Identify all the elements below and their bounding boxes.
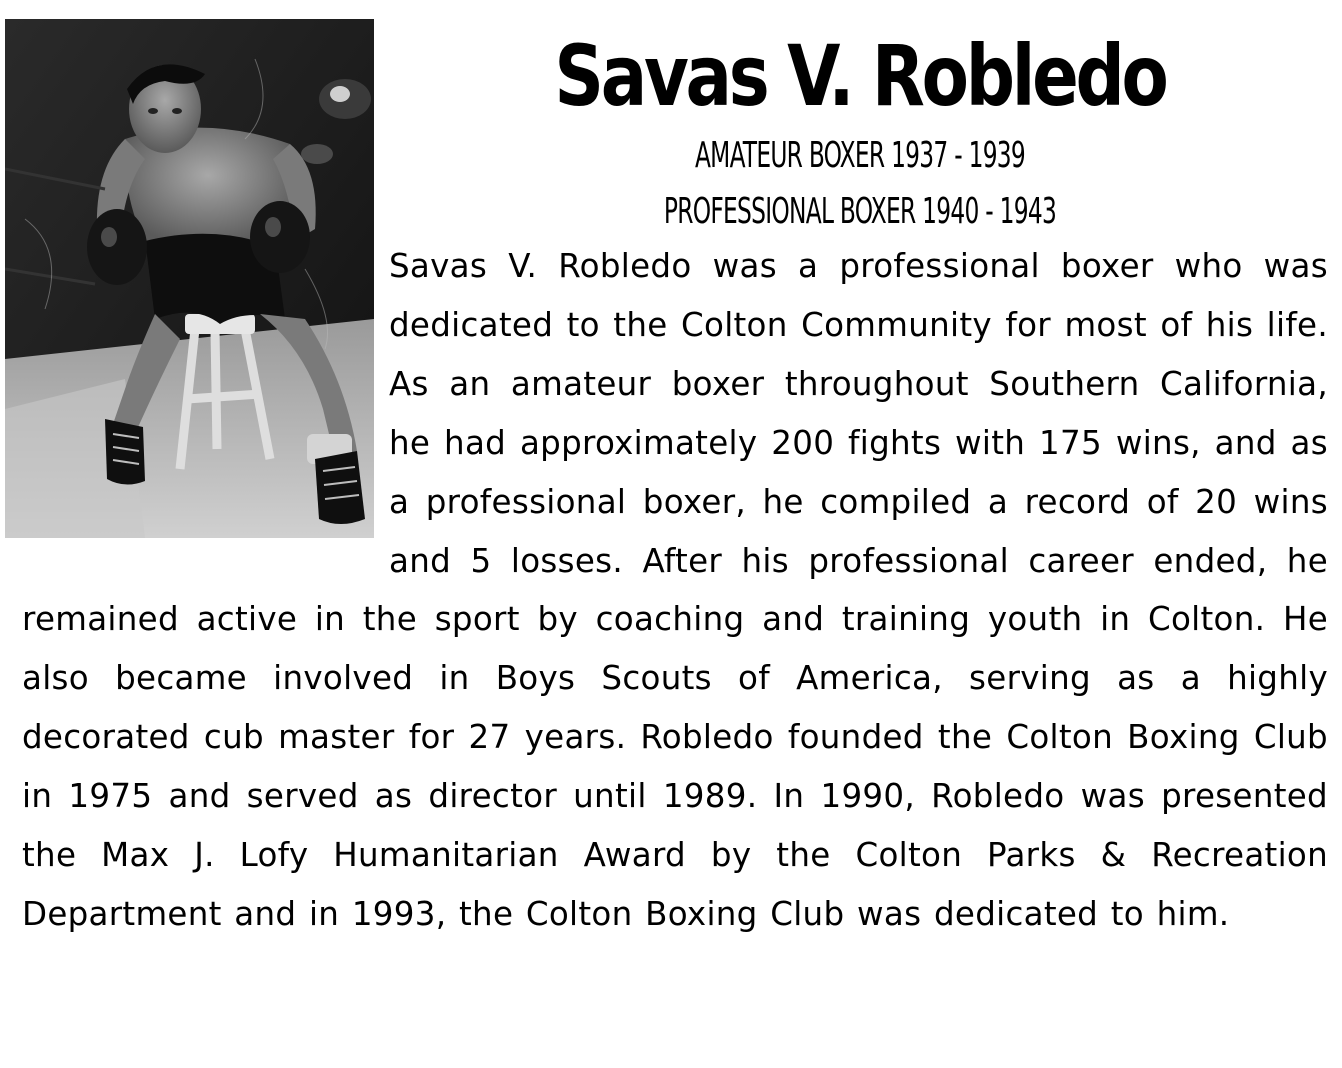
subtitle-professional: PROFESSIONAL BOXER 1940 - 1943 <box>663 191 1057 232</box>
page-title: Savas V. Robledo <box>554 27 1166 125</box>
photo-spacer <box>22 237 389 569</box>
biography <box>22 237 1328 944</box>
subtitle-amateur: AMATEUR BOXER 1937 - 1939 <box>694 135 1026 176</box>
biography-text: Savas V. Robledo was a professional boxer who was dedicated to the Colton Community for most of his life. As an amateur boxer throughout Southern California, he had approximately 200 fights with 175 wins, and as a professional boxer, he compiled a record of 20 wins and 5 losses. After his professional career ended, he remained active in the sport by coaching and training youth in Colton. He also became involved in Boys Scouts of America, serving as a highly decorated cub master for 27 years. Robledo founded the Colton Boxing Club in 1975 and served as director until 1989. In 1990, Robledo was presented the Max J. Lofy Humanitarian Award by the Colton Parks & Recreation Department and in 1993, the Colton Boxing Club was dedicated to him. <box>22 247 1328 933</box>
